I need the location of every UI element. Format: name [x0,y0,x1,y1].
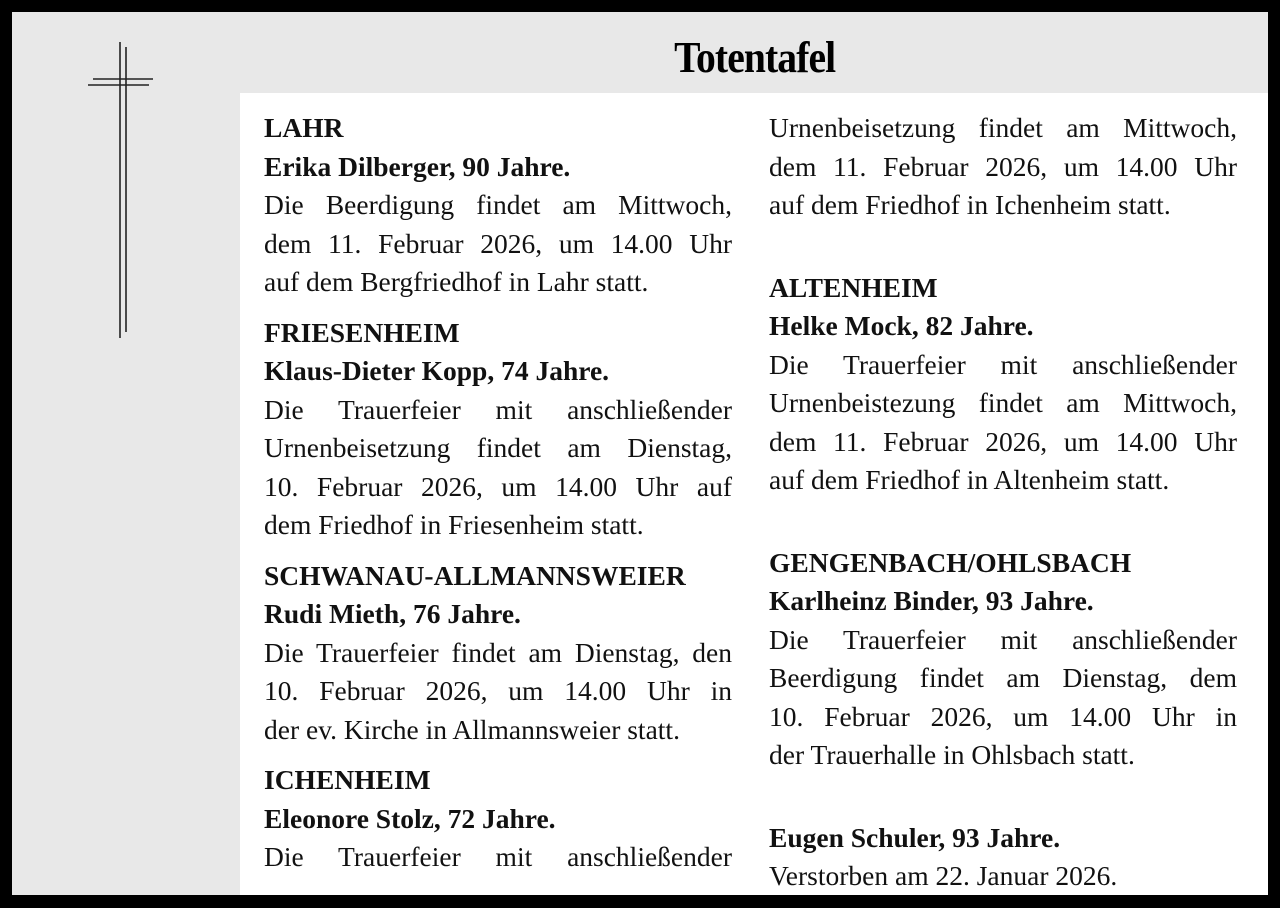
notice-line: Die Trauerfeier mit anschließender [264,841,732,872]
obituary-entry [264,761,732,877]
deceased-name: Helke Mock, 82 Jahre. [769,310,1034,341]
notice-line: Beerdigung findet am Dienstag, dem [769,662,1237,693]
notice-line: Verstorben am 22. Januar 2026. [769,860,1118,891]
obituary-entry [264,314,732,545]
obituary-entry [264,557,732,750]
notice-line: dem 11. Februar 2026, um 14.00 Uhr [264,227,732,259]
place-heading: SCHWANAU-ALLMANNSWEIER [264,559,686,591]
page-title: Totentafel [674,33,836,82]
notice-line: dem Friedhof in Friesenheim statt. [264,509,644,540]
left-column [264,109,732,889]
place-heading: ALTENHEIM [769,271,938,303]
notice-line: auf dem Bergfriedhof in Lahr statt. [264,266,649,297]
deceased-name: Eugen Schuler, 93 Jahre. [769,821,1061,853]
obituary-list [240,93,1268,895]
notice-line: auf dem Friedhof in Ichenheim statt. [769,189,1171,220]
place-heading: GENGENBACH/OHLSBACH [769,546,1132,578]
obituary-entry-continuation [769,109,1237,225]
notice-line: Die Beerdigung findet am Mittwoch, [264,189,732,220]
place-heading: LAHR [264,112,344,143]
obituary-board [12,12,1268,895]
deceased-name: Rudi Mieth, 76 Jahre. [264,598,521,629]
deceased-name: Karlheinz Binder, 93 Jahre. [769,585,1094,616]
deceased-name: Eleonore Stolz, 72 Jahre. [264,802,556,834]
notice-line: Die Trauerfeier mit anschließender [264,393,732,425]
notice-line: der Trauerhalle in Ohlsbach statt. [769,739,1135,770]
deceased-name: Klaus-Dieter Kopp, 74 Jahre. [264,355,610,386]
spacer [769,237,1237,269]
notice-line: Urnenbeistezung findet am Mittwoch, [769,387,1237,418]
obituary-entry [769,819,1237,896]
notice-line: Die Trauerfeier mit anschließender [769,623,1237,655]
deceased-name: Erika Dilberger, 90 Jahre. [264,150,571,182]
notice-line: Urnenbeisetzung findet am Dienstag, [264,432,732,463]
notice-line: Die Trauerfeier mit anschließender [769,348,1237,380]
spacer [769,512,1237,544]
notice-line: auf dem Friedhof in Altenheim statt. [769,464,1170,495]
notice-line: Die Trauerfeier findet am Dienstag, den [264,636,732,668]
spacer [769,787,1237,819]
notice-line: der ev. Kirche in Allmannsweier statt. [264,713,680,745]
notice-line: 10. Februar 2026, um 14.00 Uhr in [769,700,1237,732]
place-heading: FRIESENHEIM [264,316,460,348]
obituary-entry [769,544,1237,775]
right-column [769,109,1237,908]
obituary-entry [264,109,732,302]
notice-line: dem 11. Februar 2026, um 14.00 Uhr [769,150,1237,182]
obituary-entry [769,269,1237,500]
notice-line: dem 11. Februar 2026, um 14.00 Uhr [769,425,1237,457]
notice-line: 10. Februar 2026, um 14.00 Uhr auf [264,470,732,502]
cross-icon [87,42,167,342]
notice-line: 10. Februar 2026, um 14.00 Uhr in [264,675,732,706]
place-heading: ICHENHEIM [264,764,431,795]
notice-line: Urnenbeisetzung findet am Mittwoch, [769,112,1237,143]
